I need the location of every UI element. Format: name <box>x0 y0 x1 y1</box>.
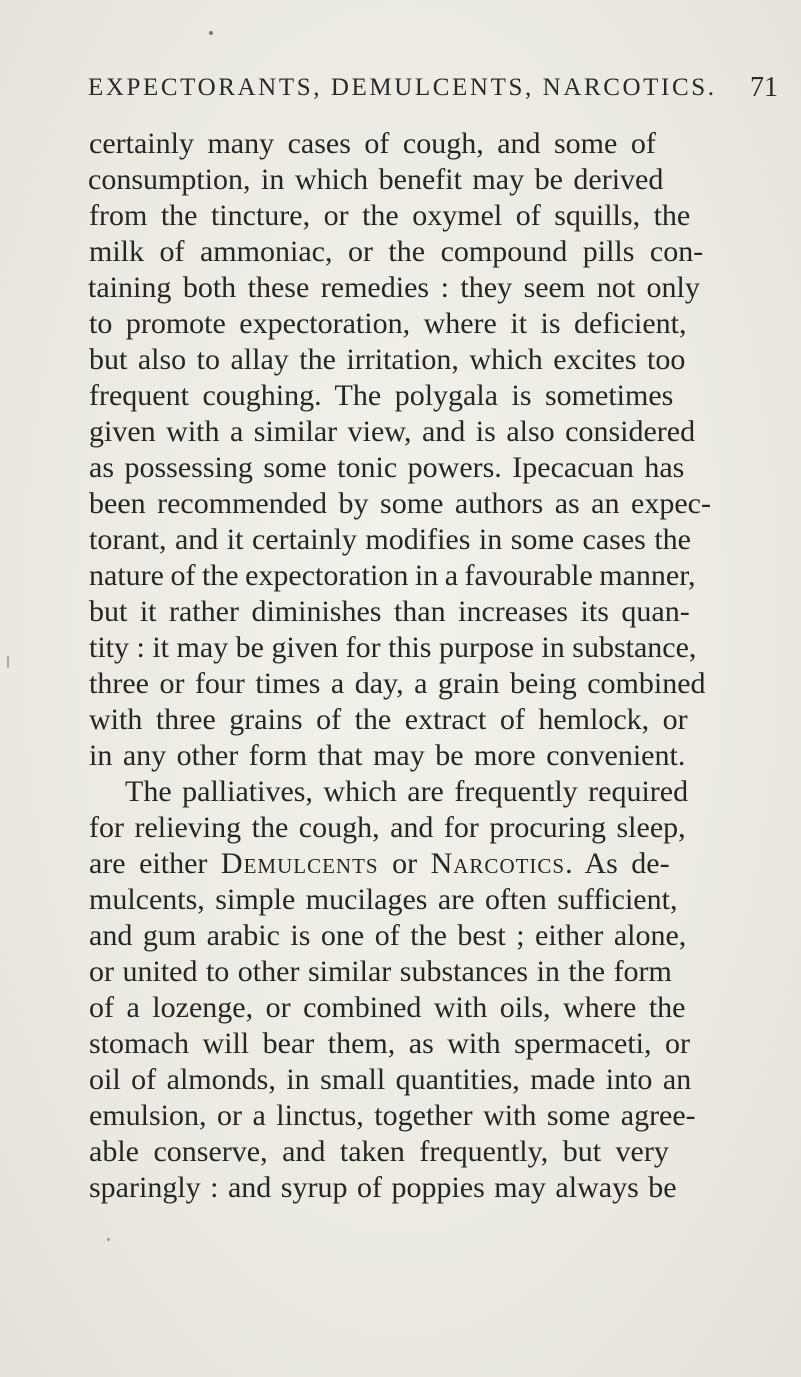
page-number: 71 <box>750 72 778 103</box>
text-line: able conserve, and taken frequently, but very <box>89 1135 669 1168</box>
text-line: sparingly : and syrup of poppies may always be <box>89 1171 677 1204</box>
text-run: or <box>378 847 431 880</box>
text-line: with three grains of the extract of hemlock, or <box>89 703 688 736</box>
text-line: of a lozenge, or combined with oils, where the <box>89 991 686 1024</box>
text-line: given with a similar view, and is also considered <box>89 415 696 448</box>
text-run: . As de- <box>565 847 670 880</box>
text-line: nature of the expectoration in a favourable manner, <box>89 559 696 592</box>
text-line: as possessing some tonic powers. Ipecacuan has <box>89 451 685 484</box>
text-line: consumption, in which benefit may be derived <box>88 163 664 196</box>
text-line: stomach will bear them, as with spermaceti, or <box>89 1027 690 1060</box>
text-line: tity : it may be given for this purpose in substance, <box>89 631 697 664</box>
text-line <box>89 847 670 881</box>
text-line: and gum arabic is one of the best ; either alone, <box>89 919 687 952</box>
text-line: mulcents, simple mucilages are often sufficient, <box>89 883 678 916</box>
term-narcotics: Narcotics <box>430 847 566 880</box>
text-line: milk of ammoniac, or the compound pills con- <box>89 235 704 268</box>
text-line: but also to allay the irritation, which excites too <box>89 343 686 376</box>
text-run: are either <box>89 847 221 880</box>
text-line: from the tincture, or the oxymel of squills, the <box>89 199 691 232</box>
text-line: The palliatives, which are frequently required <box>125 775 689 808</box>
text-line: oil of almonds, in small quantities, made into an <box>89 1063 692 1096</box>
text-line: three or four times a day, a grain being combined <box>89 667 706 700</box>
text-line: or united to other similar substances in the form <box>89 955 672 988</box>
running-head <box>88 74 778 114</box>
text-line: in any other form that may be more convenient. <box>89 739 686 772</box>
text-line: torant, and it certainly modifies in some cases the <box>89 523 691 556</box>
text-line: been recommended by some authors as an expec- <box>89 487 711 520</box>
text-line: emulsion, or a linctus, together with some agree- <box>89 1099 696 1132</box>
text-line: certainly many cases of cough, and some of <box>89 127 656 160</box>
running-title: EXPECTORANTS, DEMULCENTS, NARCOTICS. <box>88 74 717 101</box>
paper-speck <box>107 1238 110 1241</box>
paper-mark <box>7 656 9 668</box>
text-line: taining both these remedies : they seem not only <box>88 271 700 304</box>
term-demulcents: Demulcents <box>220 847 379 880</box>
text-line: frequent coughing. The polygala is sometimes <box>89 379 674 412</box>
text-line: for relieving the cough, and for procuring sleep, <box>89 811 686 844</box>
paper-speck <box>209 31 213 35</box>
text-line: but it rather diminishes than increases its quan- <box>89 595 690 628</box>
text-line: to promote expectoration, where it is deficient, <box>89 307 687 340</box>
